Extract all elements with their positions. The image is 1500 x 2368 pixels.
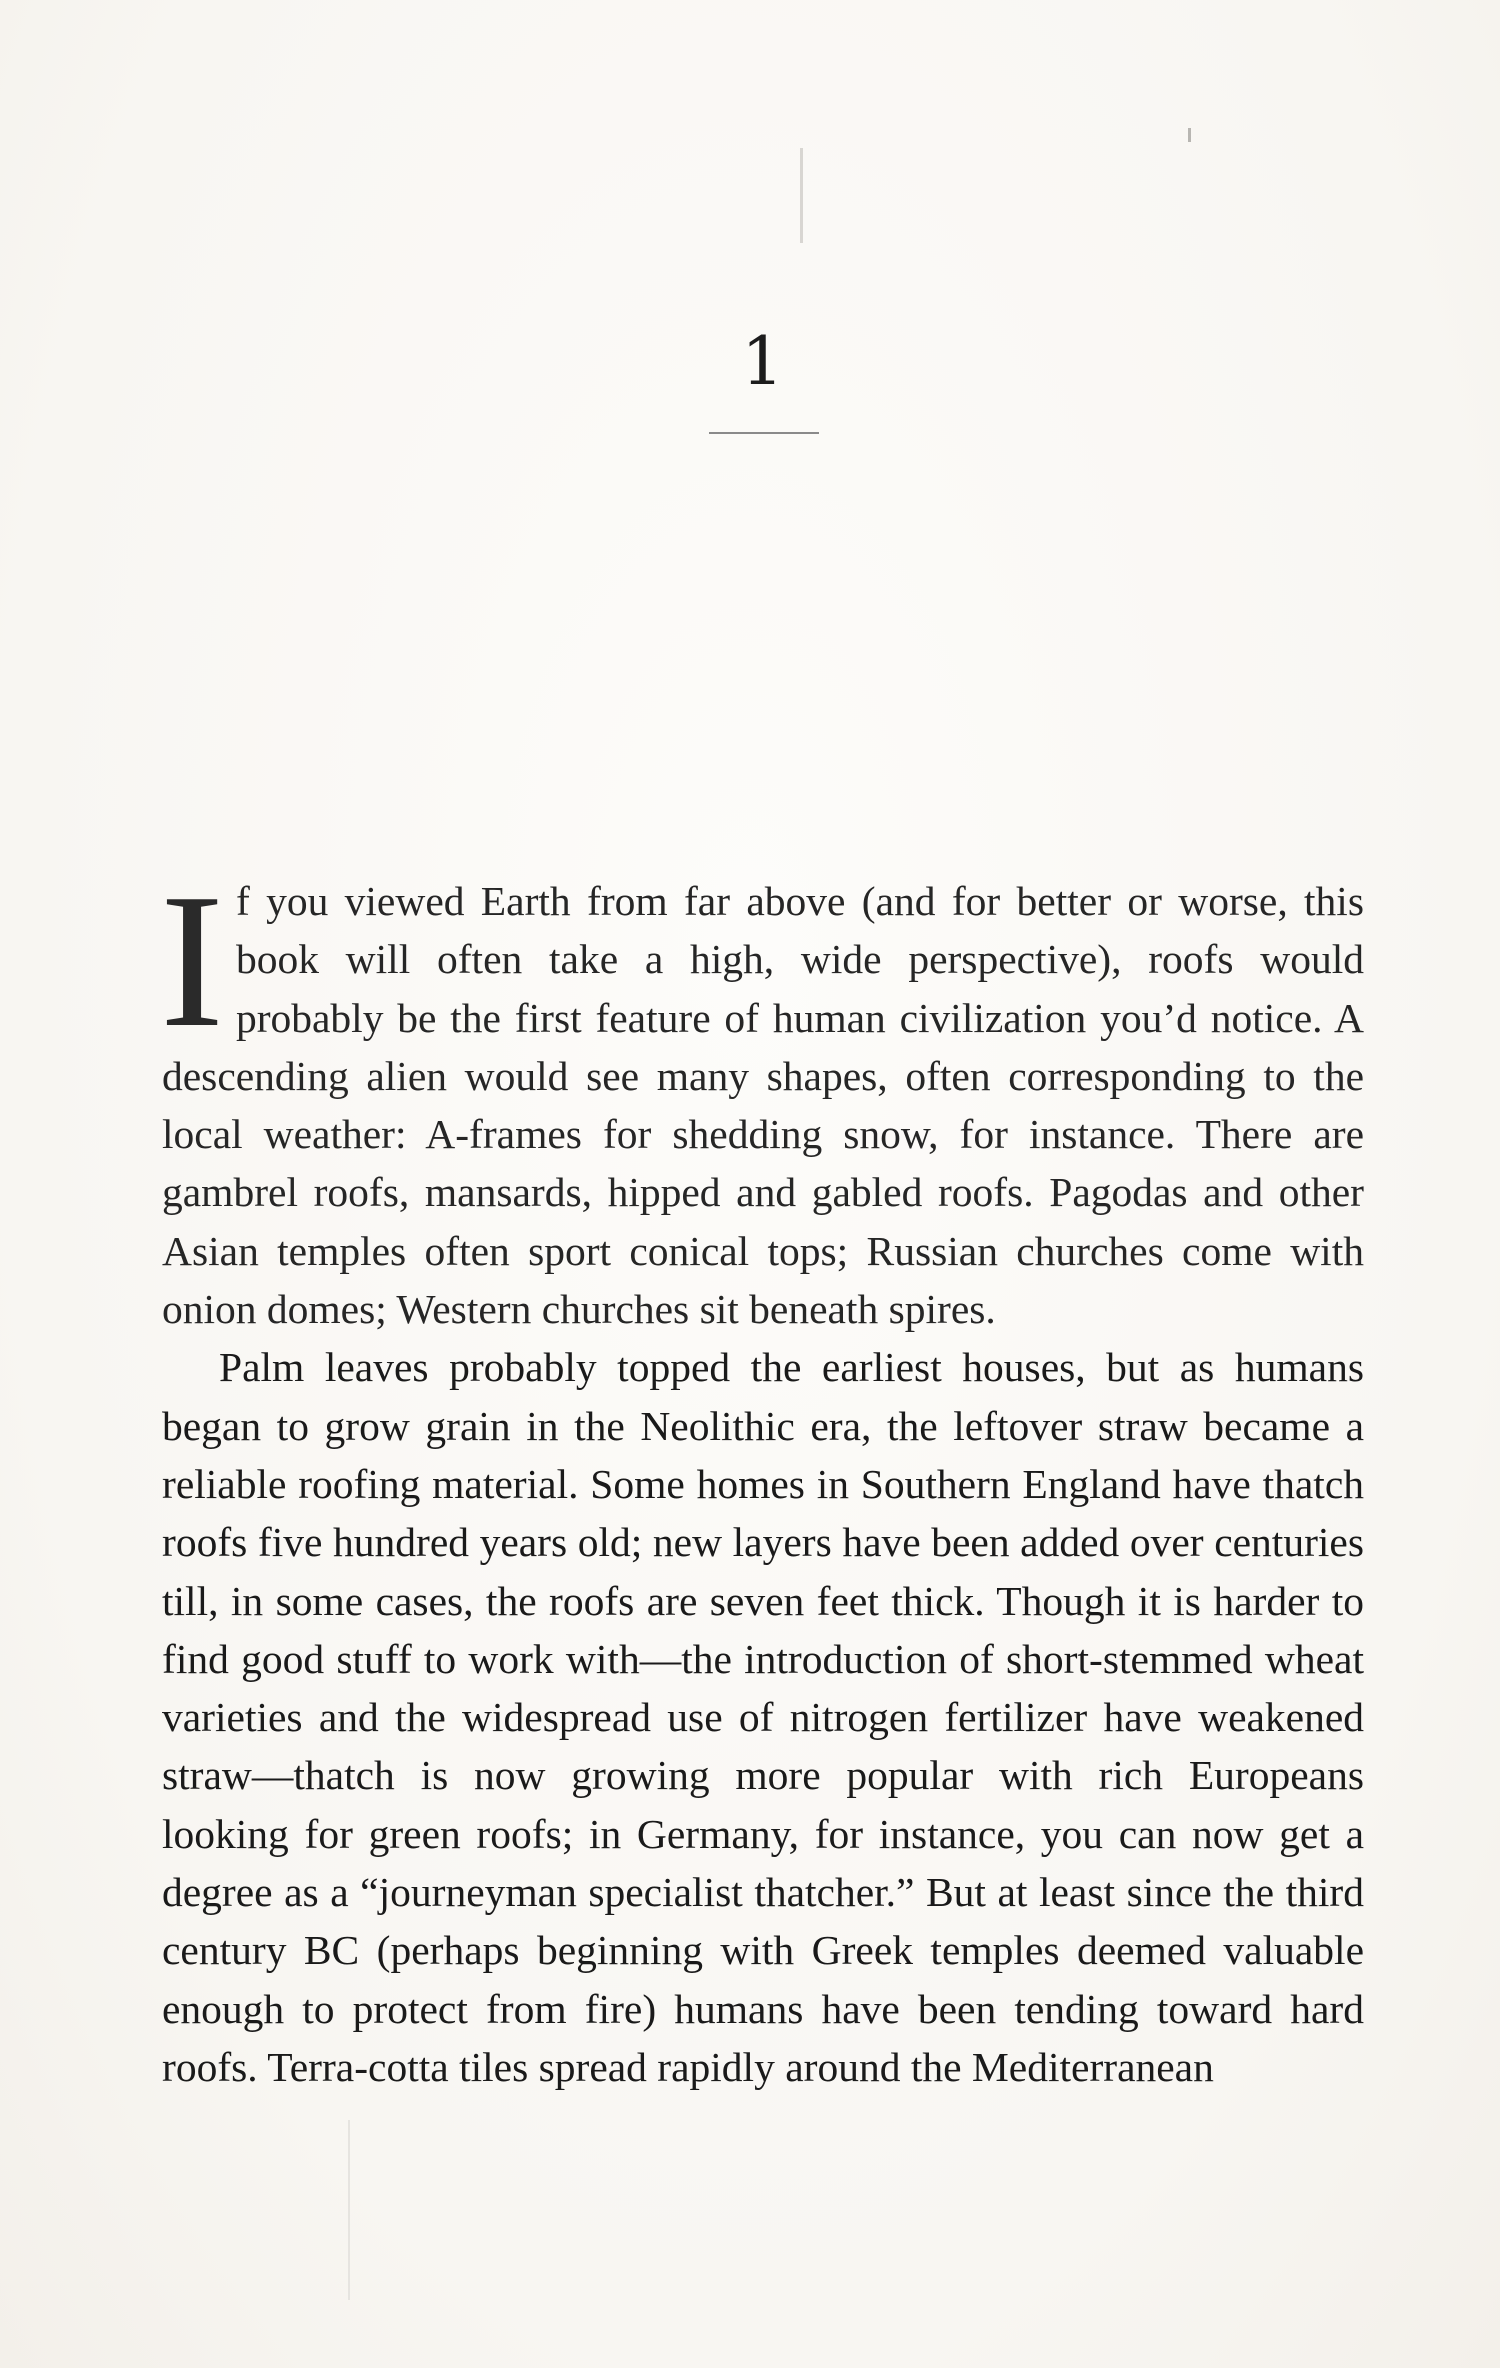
paragraph-1 [160, 854, 1364, 1338]
chapter-body [160, 854, 1364, 2096]
paragraph-1-text: f you viewed Earth from far above (and for better or worse, this book will often take a high, wide perspective), roofs would probably be the first feature of human civilization you’d notice. A descending alien would see many shapes, often corresponding to the local weather: A-frames for shedding snow, for instance. There are gambrel roofs, mansards, hipped and gabled roofs. Pagodas and other Asian temples often sport conical tops; Russian churches come with onion domes; Western churches sit beneath spires. [162, 878, 1364, 1333]
chapter-divider-rule [709, 432, 819, 434]
chapter-number: 1 [741, 323, 784, 400]
paragraph-2: Palm leaves probably topped the earliest houses, but as humans began to grow grain in the Neolithic era, the leftover straw became a reliable roofing material. Some homes in Southern England have thatch roofs five hundred years old; new layers have been added over centuries till, in some cases, the roofs are seven feet thick. Though it is harder to find good stuff to work with—the introduction of short-stemmed wheat varieties and the widespread use of nitrogen fertilizer have weakened straw—thatch is now growing more popular with rich Europeans looking for green roofs; in Germany, for instance, you can now get a degree as a “journeyman specialist thatcher.” But at least since the third century BC (perhaps beginning with Greek temples deemed valuable enough to protect from fire) humans have been tending toward hard roofs. Terra-cotta tiles spread rapidly around the Mediterranean [162, 1344, 1364, 2090]
drop-cap-letter: I [160, 854, 224, 1067]
scan-mark [1188, 128, 1191, 142]
scan-mark [800, 148, 803, 243]
scan-mark [348, 2120, 350, 2300]
